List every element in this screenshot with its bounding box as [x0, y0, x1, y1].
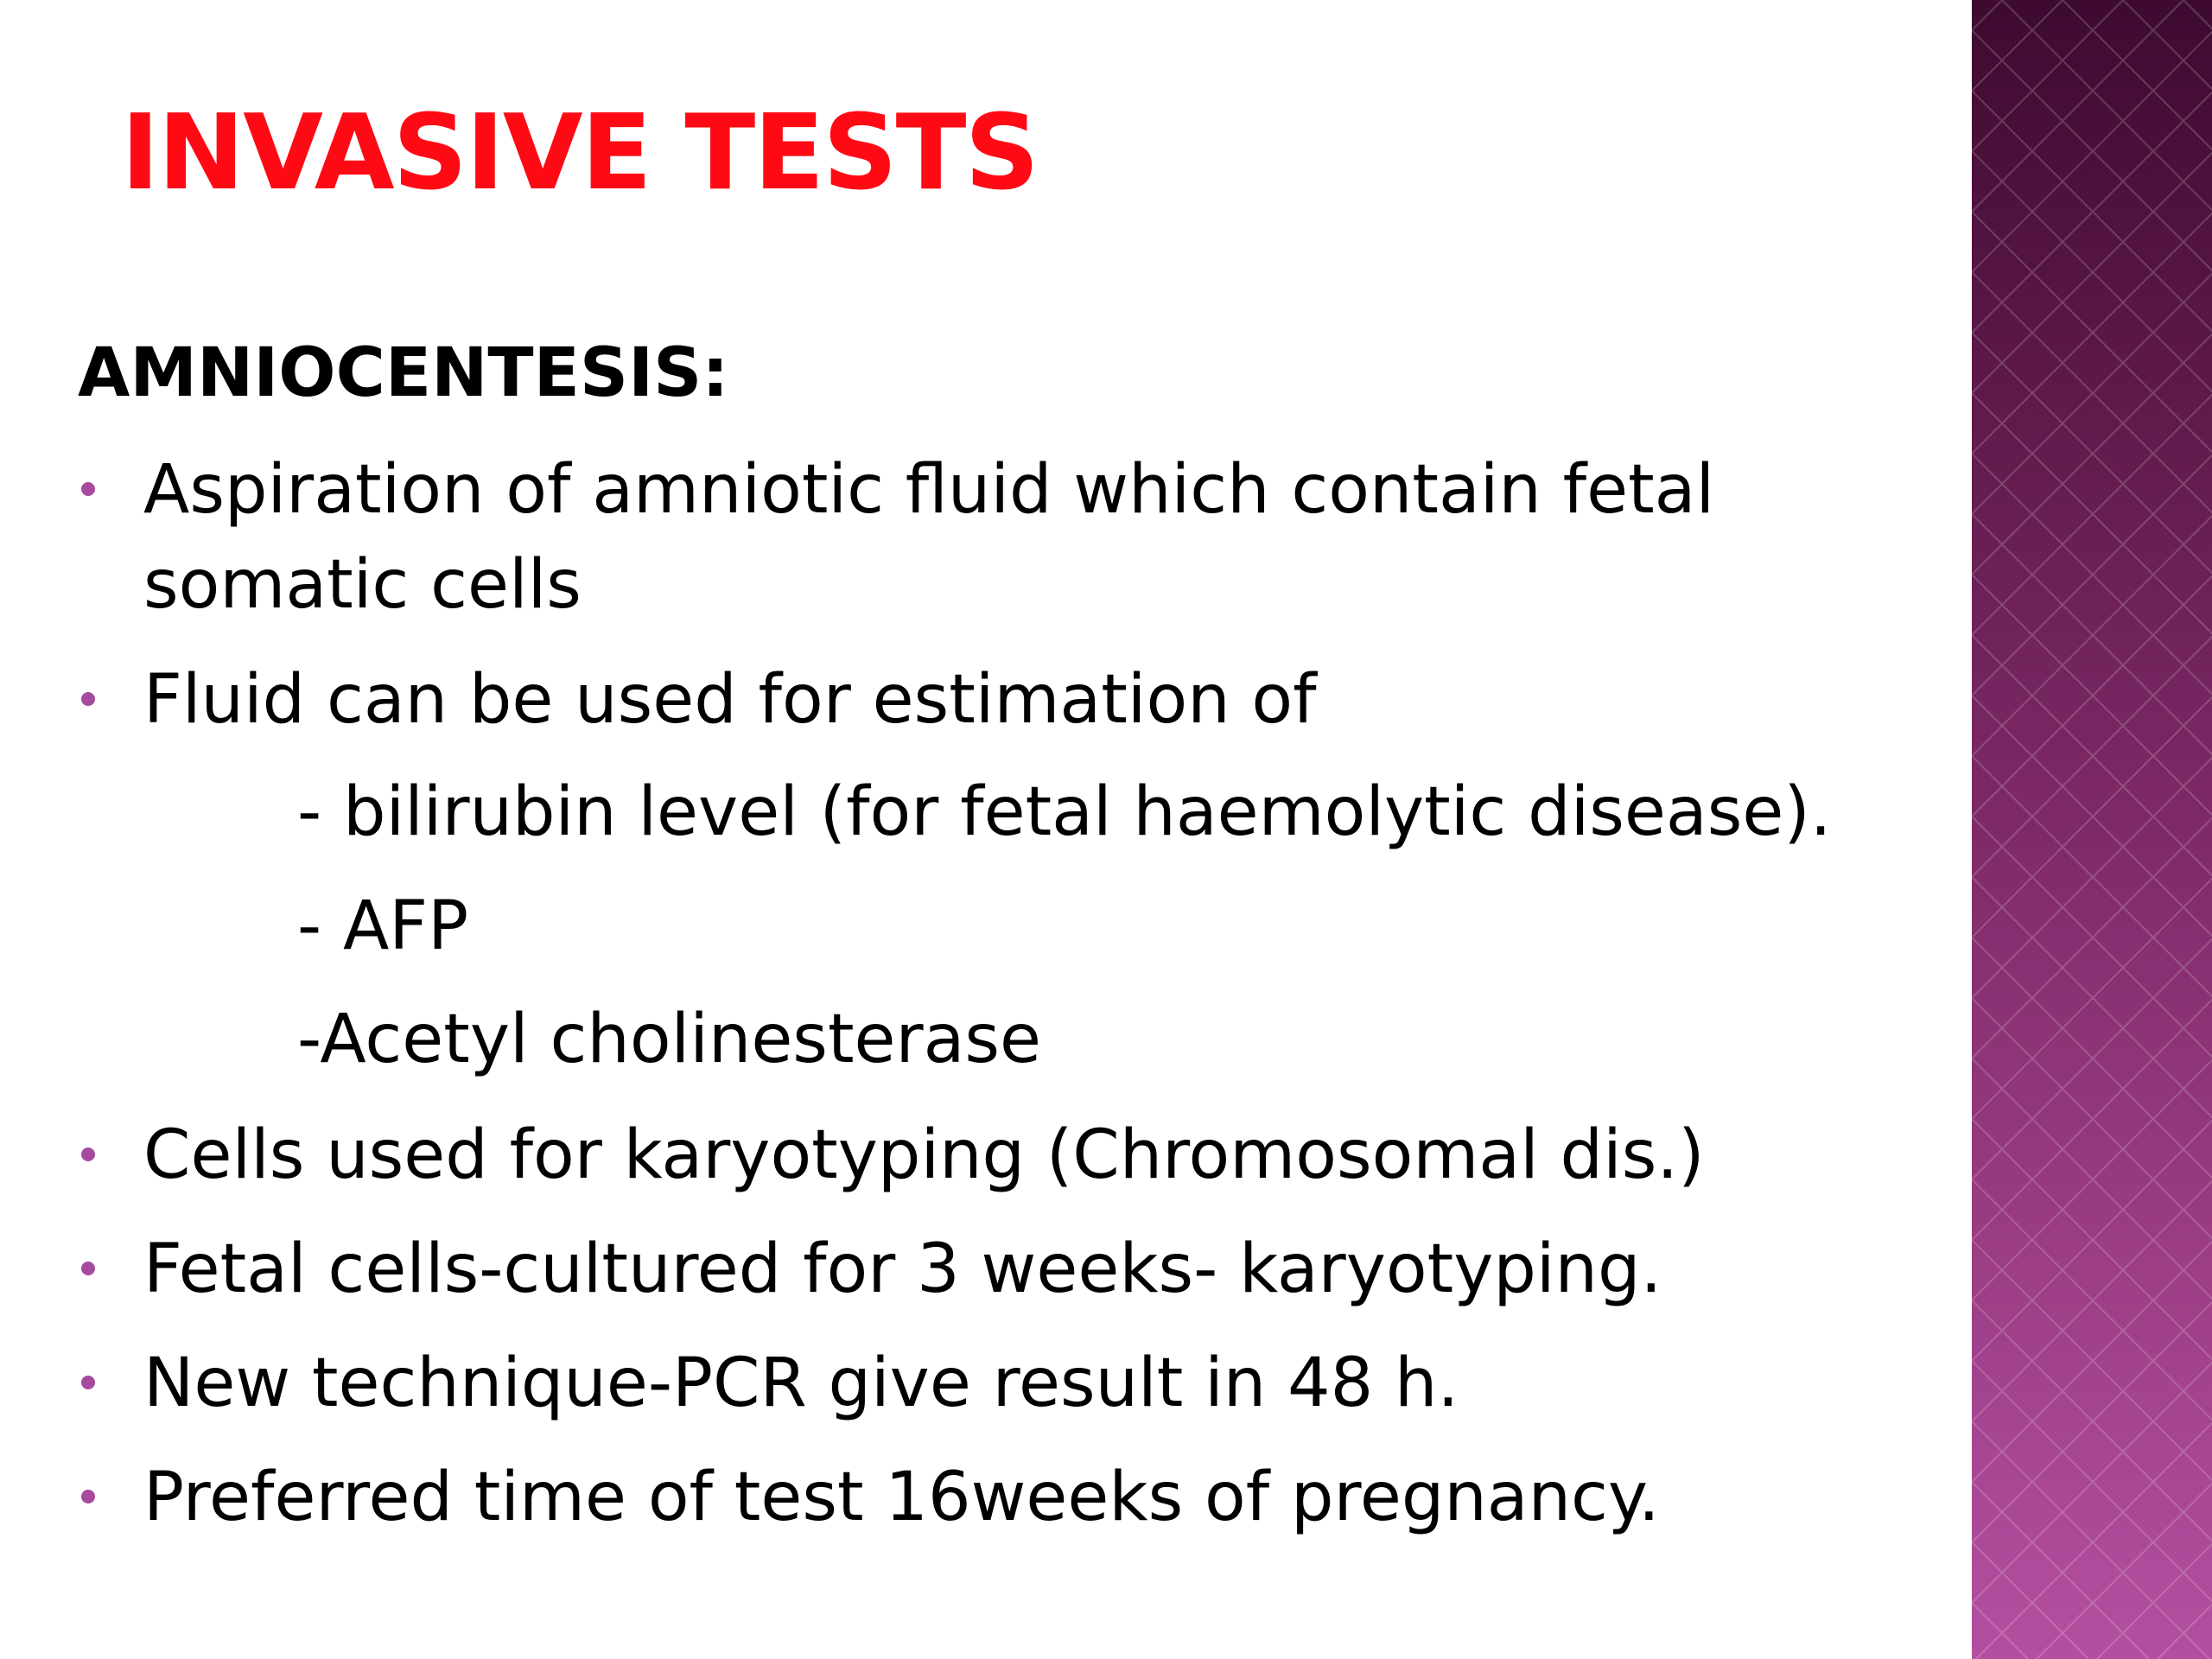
diamond-pattern [1972, 0, 2212, 1659]
round-bullet-icon [81, 1262, 95, 1275]
bullet-text: Fluid can be used for estimation of [143, 661, 1317, 739]
bullet-item-aspiration [0, 442, 1972, 632]
sub-item-bilirubin: - bilirubin level (for fetal haemolytic disease). [297, 773, 1832, 851]
bullet-item-pcr [0, 1336, 1972, 1431]
round-bullet-icon [81, 1376, 95, 1389]
bullet-item-preferred-time [0, 1450, 1972, 1545]
section-heading: AMNIOCENTESIS: [78, 334, 729, 412]
sub-item-acetyl-cholinesterase: -Acetyl cholinesterase [297, 1001, 1042, 1078]
bullet-text: New technique-PCR give result in 48 h. [143, 1344, 1459, 1422]
round-bullet-icon [81, 1147, 95, 1161]
bullet-text-line1: Aspiration of amniotic fluid which contain fetal [143, 451, 1715, 529]
bullet-item-karyotyping [0, 1108, 1972, 1203]
bullet-item-fluid-estimation [0, 652, 1972, 747]
bullet-text-line2: somatic cells [143, 546, 582, 624]
decorative-side-band [1972, 0, 2212, 1659]
bullet-text: Fetal cells-cultured for 3 weeks- karyotyping. [143, 1230, 1662, 1308]
round-bullet-icon [81, 482, 95, 496]
bullet-text: Preferred time of test 16weeks of pregnancy. [143, 1459, 1660, 1536]
bullet-text: Cells used for karyotyping (Chromosomal dis.) [143, 1116, 1705, 1194]
bullet-item-fetal-cells [0, 1222, 1972, 1317]
sub-item-afp: - AFP [297, 887, 469, 965]
round-bullet-icon [81, 1490, 95, 1503]
round-bullet-icon [81, 692, 95, 706]
slide-title: INVASIVE TESTS [121, 93, 1038, 213]
